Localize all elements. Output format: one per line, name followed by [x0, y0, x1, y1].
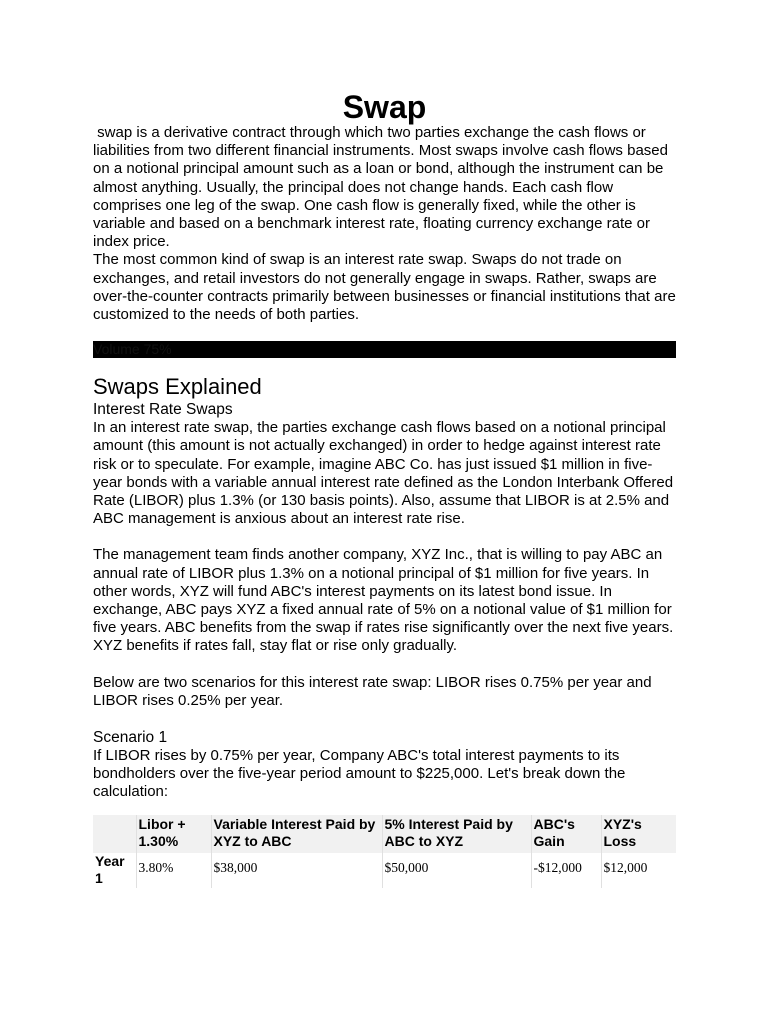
body-paragraph-3: Below are two scenarios for this interest rate swap: LIBOR rises 0.75% per year and LIBOR rises 0.25% per year. [93, 673, 652, 709]
section-heading: Swaps Explained [93, 374, 262, 400]
table-cell: $12,000 [601, 853, 676, 888]
intro-paragraph-1: swap is a derivative contract through which two parties exchange the cash flows or liabilities from two different financial instruments. Most swaps involve cash flows based on a notional principal amount such as a loan or bond, although the instrument can be almost anything. Usually, the principal does not change hands. Each cash flow comprises one leg of the swap. One cash flow is generally fixed, while the other is variable and based on a benchmark interest rate, floating currency exchange rate or index price. [93, 124, 673, 251]
volume-bar: Volume 75% [93, 341, 676, 358]
table-cell: 3.80% [136, 853, 211, 888]
table-header-cell: ABC's Gain [531, 815, 601, 853]
table-header-cell: 5% Interest Paid by ABC to XYZ [382, 815, 531, 853]
swap-table [93, 815, 676, 888]
table-cell: -$12,000 [531, 853, 601, 888]
table-header-row [93, 815, 676, 853]
table-cell: $38,000 [211, 853, 382, 888]
table-row [93, 853, 676, 888]
document-page [93, 88, 676, 888]
scenario-heading: Scenario 1 [93, 729, 168, 747]
table-cell: $50,000 [382, 853, 531, 888]
table-header-cell [93, 815, 136, 853]
body-paragraph-2: The management team finds another company, XYZ Inc., that is willing to pay ABC an annual rate of LIBOR plus 1.3% on a notional principal of $1 million for five years. In other words, XYZ will fund ABC's interest payments on its latest bond issue. In exchange, ABC pays XYZ a fixed annual rate of 5% on a notional value of $1 million for five years. ABC benefits from the swap if rates rise significantly over the next five years. XYZ benefits if rates fall, stay flat or rise only gradually. [93, 546, 674, 655]
body-paragraph-1: In an interest rate swap, the parties exchange cash flows based on a notional principal amount (this amount is not actually exchanged) in order to hedge against interest rate risk or to speculate. For example, imagine ABC Co. has just issued $1 million in five-year bonds with a variable annual interest rate defined as the London Interbank Offered Rate (LIBOR) plus 1.3% (or 130 basis points). Also, assume that LIBOR is at 2.5% and ABC management is anxious about an interest rate rise. [93, 419, 674, 528]
intro-paragraph-2: The most common kind of swap is an interest rate swap. Swaps do not trade on exchanges, and retail investors do not generally engage in swaps. Rather, swaps are over-the-counter contracts primarily between businesses or financial institutions that are customized to the needs of both parties. [93, 251, 676, 324]
table-header-cell: Libor + 1.30% [136, 815, 211, 853]
table-header-cell: XYZ's Loss [601, 815, 676, 853]
document-title: Swap [342, 89, 427, 125]
subsection-heading: Interest Rate Swaps [93, 401, 233, 419]
scenario-paragraph: If LIBOR rises by 0.75% per year, Company ABC's total interest payments to its bondholders over the five-year period amount to $225,000. Let's break down the calculation: [93, 747, 626, 801]
table-cell: Year 1 [95, 852, 125, 887]
table-header-cell: Variable Interest Paid by XYZ to ABC [211, 815, 382, 853]
